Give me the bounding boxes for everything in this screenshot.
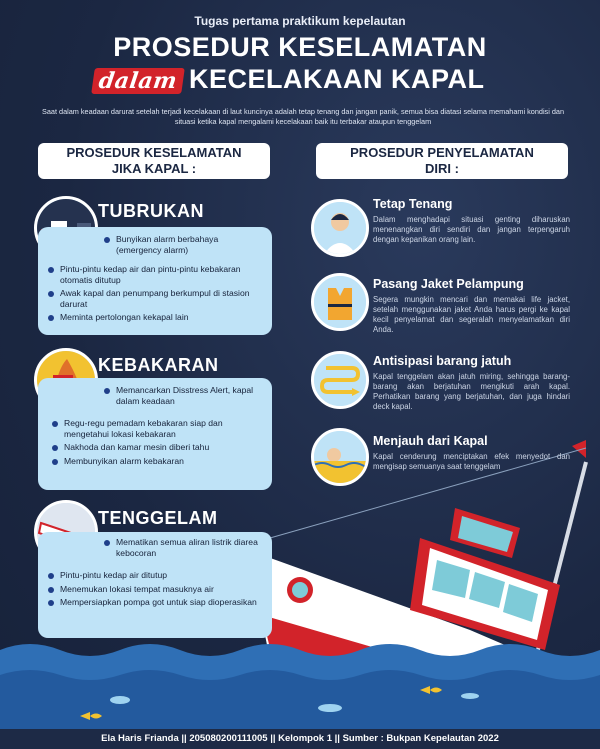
porthole-glass [292,582,308,598]
right-item-text: Segera mungkin mencari dan memakai life jacket, setelah menggunakan jaket Anda harus pergi ke kapal kecil penyelamat dan segeralah menyelamatkan diri Anda. [373,295,570,334]
list-item: Mempersiapkan pompa got untuk siap dioperasikan [48,597,262,608]
title-line-1: PROSEDUR KESELAMATAN [113,32,487,62]
list-item: Memancarkan Disstress Alert, kapal dalam keadaan [104,385,262,406]
header-subtitle: Tugas pertama praktikum kepelautan [194,14,406,28]
sea-bubble [318,704,342,712]
section-title-tubrukan: TUBRUKAN [98,201,204,221]
footer-credit: Ela Haris Frianda || 205080200111005 || Kelompok 1 || Sumber : Bukpan Kepelautan 2022 [0,729,600,749]
section-title-tenggelam: TENGGELAM [98,508,218,528]
right-item-text: Dalam menghadapi situasi genting diharuskan menenangkan diri sendiri dan jangan terpengaruh dengan kepanikan orang lain. [373,215,570,244]
title-line-2 [93,64,513,95]
sea-bubble [461,693,479,699]
falling-objects-arrow-icon [311,351,369,409]
list-item: Nakhoda dan kamar mesin diberi tahu [52,442,264,453]
intro-text: Saat dalam keadaan darurat setelah terjadi kecelakaan di laut kuncinya adalah tetap tenang dan jangan panik, semua bisa diatasi selama memahami kondisi dan situasi ketika kapal mengalami kecelakaan baik itu terbakar ataupun tenggelam [41,107,565,126]
life-jacket-icon [311,273,369,331]
tenggelam-box [38,532,272,638]
right-heading-line-1: PROSEDUR PENYELAMATAN [350,145,534,160]
right-item-title: Tetap Tenang [373,197,453,211]
tubrukan-list-top [104,234,262,258]
left-heading-line-2: JIKA KAPAL : [111,161,197,176]
left-heading-line-1: PROSEDUR KESELAMATAN [66,145,242,160]
title-line-2-text: KECELAKAAN KAPAL [189,64,485,94]
right-column-heading [316,143,568,179]
tenggelam-list [48,570,262,611]
right-item-title: Antisipasi barang jatuh [373,354,512,368]
list-item: Pintu-pintu kedap air ditutup [48,570,262,581]
calm-person-icon [311,199,369,257]
left-column-heading [38,143,270,179]
tenggelam-list-top [104,537,262,561]
list-item: Membunyikan alarm kebakaran [52,456,264,467]
section-title-kebakaran: KEBAKARAN [98,355,219,375]
tubrukan-list [48,264,262,326]
right-item-text: Kapal tenggelam akan jatuh miring, sehingga barang-barang akan berjatuhan mengikuti arah kapal. Perhatikan barang yang berjatuhan, dan juga hindari deck kapal. [373,372,570,411]
list-item: Mematikan semua aliran listrik diarea kebocoran [104,537,262,558]
right-item-title: Menjauh dari Kapal [373,434,488,448]
list-item: Pintu-pintu kedap air dan pintu-pintu kebakaran otomatis ditutup [48,264,262,285]
right-item-text: Kapal cenderung menciptakan efek menyedot dan mengisap semuanya saat tenggelam [373,452,570,471]
sea-bubble [110,696,130,704]
list-item: Meminta pertolongan kekapal lain [48,312,262,323]
tubrukan-box [38,227,272,335]
right-item-title: Pasang Jaket Pelampung [373,277,524,291]
list-item: Regu-regu pemadam kebakaran siap dan mengetahui lokasi kebakaran [52,418,264,439]
kebakaran-list-top [104,385,262,409]
kebakaran-box [38,378,272,490]
list-item: Awak kapal dan penumpang berkumpul di stasion darurat [48,288,262,309]
right-heading-line-2: DIRI : [425,161,459,176]
list-item: Bunyikan alarm berbahaya (emergency alarm) [104,234,262,255]
kebakaran-list [52,418,264,469]
title-dalam-badge: dalam [91,68,185,94]
list-item: Menemukan lokasi tempat masuknya air [48,584,262,595]
swimming-person-icon [311,428,369,486]
